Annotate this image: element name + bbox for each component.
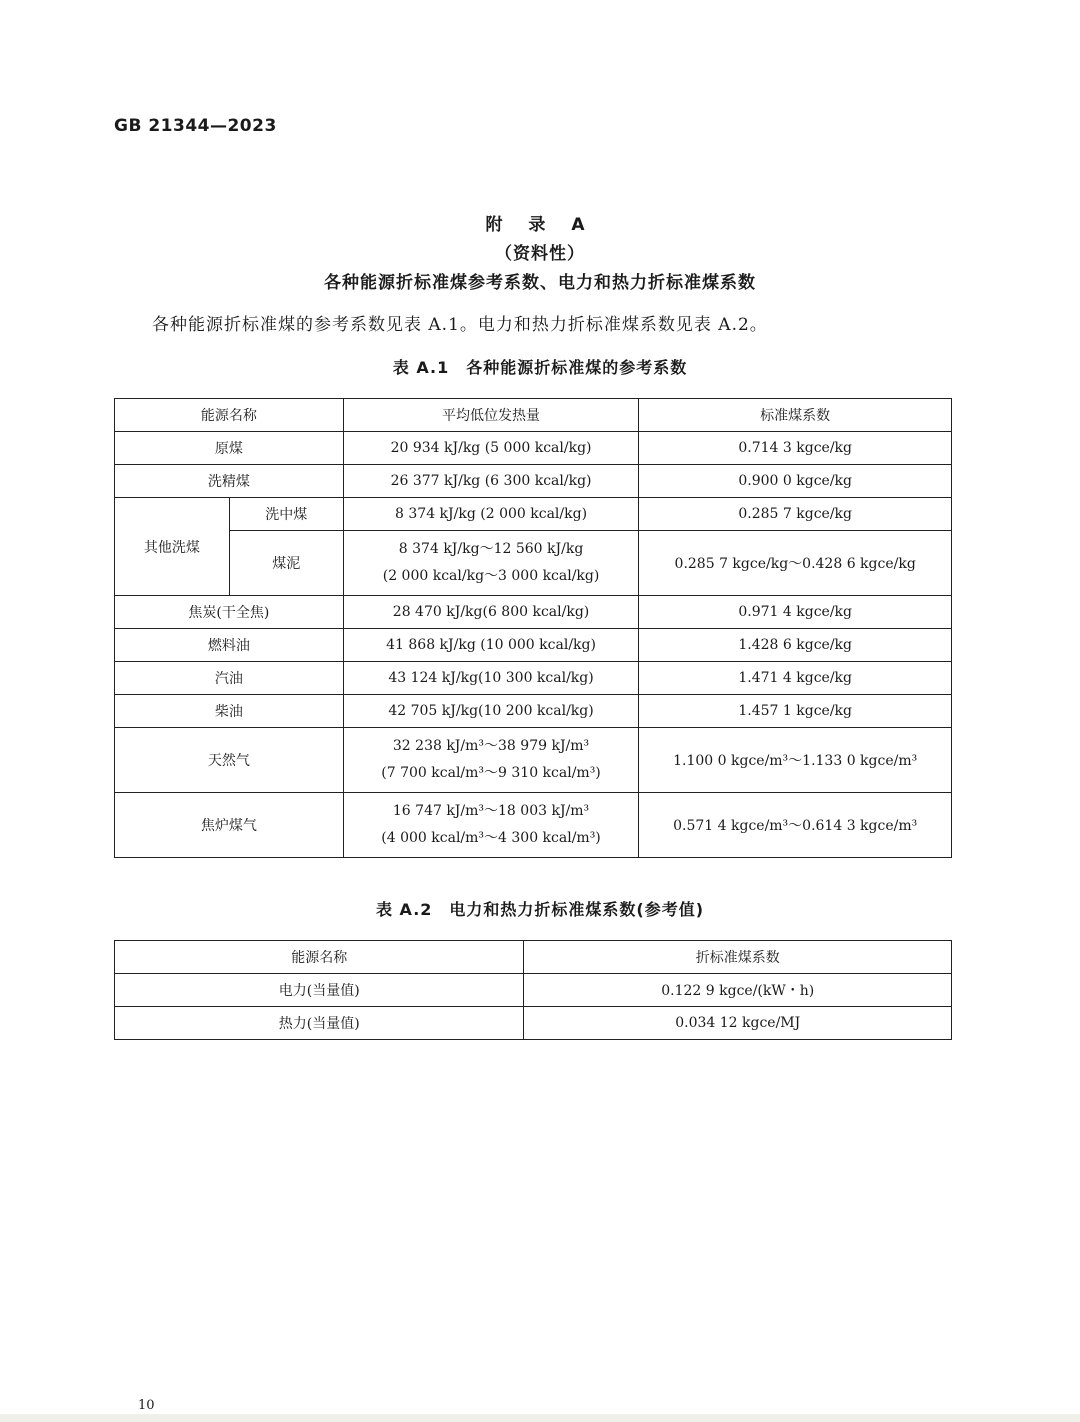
- energy-name: 热力(当量值): [115, 1007, 524, 1040]
- heat-value: 43 124 kJ/kg(10 300 kcal/kg): [343, 662, 639, 695]
- annex-title: 各种能源折标准煤参考系数、电力和热力折标准煤系数: [324, 273, 756, 293]
- table-a2: [114, 940, 952, 1040]
- heat-value-line1: 8 374 kJ/kg～12 560 kJ/kg: [398, 541, 584, 557]
- table-a2-caption: 表 A.2 电力和热力折标准煤系数(参考值): [375, 900, 705, 919]
- intro-paragraph: 各种能源折标准煤的参考系数见表 A.1。电力和热力折标准煤系数见表 A.2。: [152, 315, 768, 335]
- table-header-row: [115, 941, 952, 974]
- energy-name: 燃料油: [115, 629, 344, 662]
- heat-value-line2: (4 000 kcal/m³～4 300 kcal/m³): [381, 830, 601, 846]
- table-row: [115, 662, 952, 695]
- header-heat-value: 平均低位发热量: [343, 399, 639, 432]
- energy-name: 原煤: [115, 432, 344, 465]
- table-row: [115, 531, 952, 596]
- annex-nature: （资料性）: [495, 244, 585, 264]
- table-header-row: [115, 399, 952, 432]
- standard-code: GB 21344—2023: [114, 116, 277, 136]
- heat-value: 28 470 kJ/kg(6 800 kcal/kg): [343, 596, 639, 629]
- header-energy-name: 能源名称: [115, 941, 524, 974]
- table-row: [115, 432, 952, 465]
- page-number: 10: [138, 1398, 155, 1413]
- heat-value: 26 377 kJ/kg (6 300 kcal/kg): [343, 465, 639, 498]
- table-row: [115, 596, 952, 629]
- coefficient: 0.571 4 kgce/m³～0.614 3 kgce/m³: [639, 793, 952, 858]
- page-edge-shade: [0, 1414, 1080, 1422]
- energy-group-name: 其他洗煤: [115, 498, 230, 596]
- coefficient: 0.285 7 kgce/kg: [639, 498, 952, 531]
- table-row: [115, 728, 952, 793]
- energy-name: 焦炉煤气: [115, 793, 344, 858]
- heat-value-line1: 16 747 kJ/m³～18 003 kJ/m³: [392, 803, 590, 819]
- header-coefficient: 标准煤系数: [639, 399, 952, 432]
- energy-name: 洗中煤: [229, 498, 343, 531]
- energy-name: 天然气: [115, 728, 344, 793]
- heat-value-line1: 32 238 kJ/m³～38 979 kJ/m³: [392, 738, 590, 754]
- heat-value: [343, 531, 639, 596]
- coefficient: 1.100 0 kgce/m³～1.133 0 kgce/m³: [639, 728, 952, 793]
- heat-value: 20 934 kJ/kg (5 000 kcal/kg): [343, 432, 639, 465]
- coefficient: 0.971 4 kgce/kg: [639, 596, 952, 629]
- coefficient: 1.457 1 kgce/kg: [639, 695, 952, 728]
- table-row: [115, 1007, 952, 1040]
- heat-value: [343, 728, 639, 793]
- table-row: [115, 498, 952, 531]
- table-row: [115, 695, 952, 728]
- energy-name: 电力(当量值): [115, 974, 524, 1007]
- coefficient: 0.122 9 kgce/(kW・h): [524, 974, 952, 1007]
- energy-name: 柴油: [115, 695, 344, 728]
- table-row: [115, 629, 952, 662]
- coefficient: 0.900 0 kgce/kg: [639, 465, 952, 498]
- header-energy-name: 能源名称: [115, 399, 344, 432]
- coefficient: 0.714 3 kgce/kg: [639, 432, 952, 465]
- annex-label: 附 录 A: [485, 215, 595, 235]
- coefficient: 1.428 6 kgce/kg: [639, 629, 952, 662]
- heat-value: 8 374 kJ/kg (2 000 kcal/kg): [343, 498, 639, 531]
- table-row: [115, 465, 952, 498]
- table-row: [115, 793, 952, 858]
- table-a1-caption: 表 A.1 各种能源折标准煤的参考系数: [392, 358, 688, 377]
- coefficient: 0.285 7 kgce/kg～0.428 6 kgce/kg: [639, 531, 952, 596]
- table-row: [115, 974, 952, 1007]
- coefficient: 1.471 4 kgce/kg: [639, 662, 952, 695]
- energy-name: 焦炭(干全焦): [115, 596, 344, 629]
- coefficient: 0.034 12 kgce/MJ: [524, 1007, 952, 1040]
- heat-value: [343, 793, 639, 858]
- heat-value-line2: (7 700 kcal/m³～9 310 kcal/m³): [381, 765, 601, 781]
- heat-value: 41 868 kJ/kg (10 000 kcal/kg): [343, 629, 639, 662]
- heat-value: 42 705 kJ/kg(10 200 kcal/kg): [343, 695, 639, 728]
- energy-name: 汽油: [115, 662, 344, 695]
- header-coefficient: 折标准煤系数: [524, 941, 952, 974]
- table-a1: [114, 398, 952, 858]
- energy-name: 煤泥: [229, 531, 343, 596]
- heat-value-line2: (2 000 kcal/kg～3 000 kcal/kg): [382, 568, 600, 584]
- energy-name: 洗精煤: [115, 465, 344, 498]
